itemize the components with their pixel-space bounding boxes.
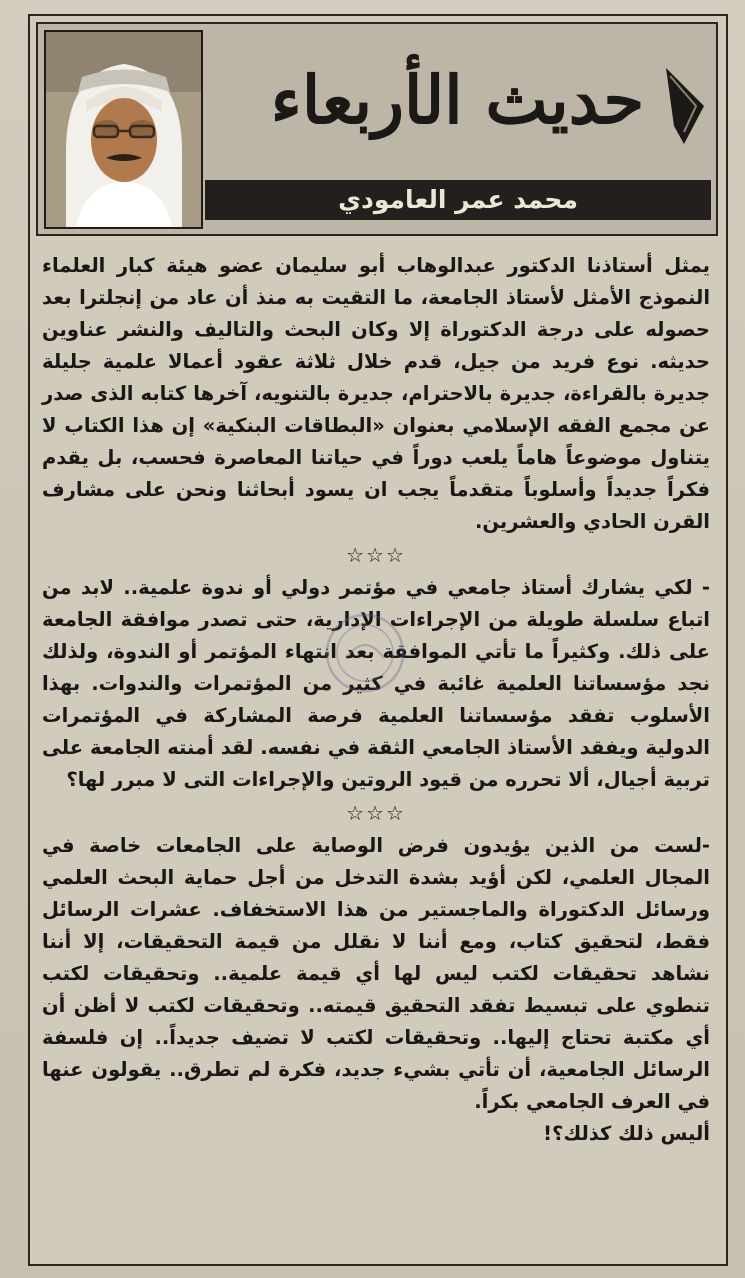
author-portrait-icon: [44, 30, 203, 229]
paragraph-3: -لست من الذين يؤيدون فرض الوصاية على الجامعات خاصة في المجال العلمي، لكن أؤيد بشدة التدخل من أجل حماية البحث العلمي ورسائل الدكتوراة والماجستير من هذا الاستخفاف. عشرات الرسائل فقط، لتحقيق كتاب، ومع أننا لا نقلل من قيمة التحقيقات، إلا أننا نشاهد تحقيقات لكتب ليس لها أي قيمة علمية.. وتحقيقات لكتب تنطوي على تبسيط تفقد التحقيق قيمته.. وتحقيقات لكتب لا أظن أن أي مكتبة تحتاج إليها.. وتحقيقات لكتب لا تضيف جديداً.. إن فلسفة الرسائل الجامعية، أن تأتي بشيء جديد، فكرة لم تطرق.. يقولون عنها في العرف الجامعي بكراً.: [42, 834, 710, 1113]
article-body: [42, 250, 710, 1150]
section-separator: ☆☆☆: [346, 801, 406, 825]
pen-nib-icon: [660, 66, 708, 150]
closing-question: أليس ذلك كذلك؟!: [543, 1122, 710, 1145]
archive-stamp-icon: [322, 610, 408, 696]
paragraph-2: - لكي يشارك أستاذ جامعي في مؤتمر دولي أو ندوة علمية.. لابد من اتباع سلسلة طويلة من الإجراءات الإدارية، حتى تصدر موافقة الجامعة على ذلك. وكثيراً ما تأتي الموافقة بعد انتهاء المؤتمر أو الندوة، ولذلك نجد مؤسساتنا العلمية غائبة في كثير من المؤتمرات والندوات. بهذا الأسلوب تفقد مؤسساتنا العلمية فرصة المشاركة في المؤتمرات الدولية ويفقد الأستاذ الجامعي الثقة في نفسه. لقد أمنته الجامعة على تربية أجيال، ألا تحرره من قيود الروتين والإجراءات التى لا مبرر لها؟: [42, 576, 710, 791]
column-title: حديث الأربعاء: [270, 61, 645, 139]
paragraph-1: يمثل أستاذنا الدكتور عبدالوهاب أبو سليمان عضو هيئة كبار العلماء النموذج الأمثل لأستاذ الجامعة، ما التقيت به منذ أن عاد من إنجلترا بعد حصوله على درجة الدكتوراة إلا وكان البحث والتاليف والنشر عناوين حديثه. نوع فريد من جيل، قدم خلال ثلاثة عقود أعمالا علمية جليلة جديرة بالقراءة، جديرة بالاحترام، جديرة بالتنويه، آخرها كتابه الذى صدر عن مجمع الفقه الإسلامي بعنوان «البطاقات البنكية» إن هذا الكتاب لا يتناول موضوعاً هاماً يلعب دوراً في حياتنا المعاصرة فحسب، بل يقدم فكراً جديداً وأسلوباً متقدماً يجب ان يسود أبحاثنا ونحن على مشارف القرن الحادي والعشرين.: [42, 254, 710, 533]
author-byline: محمد عمر العامودي: [205, 180, 711, 220]
section-separator: ☆☆☆: [346, 543, 406, 567]
